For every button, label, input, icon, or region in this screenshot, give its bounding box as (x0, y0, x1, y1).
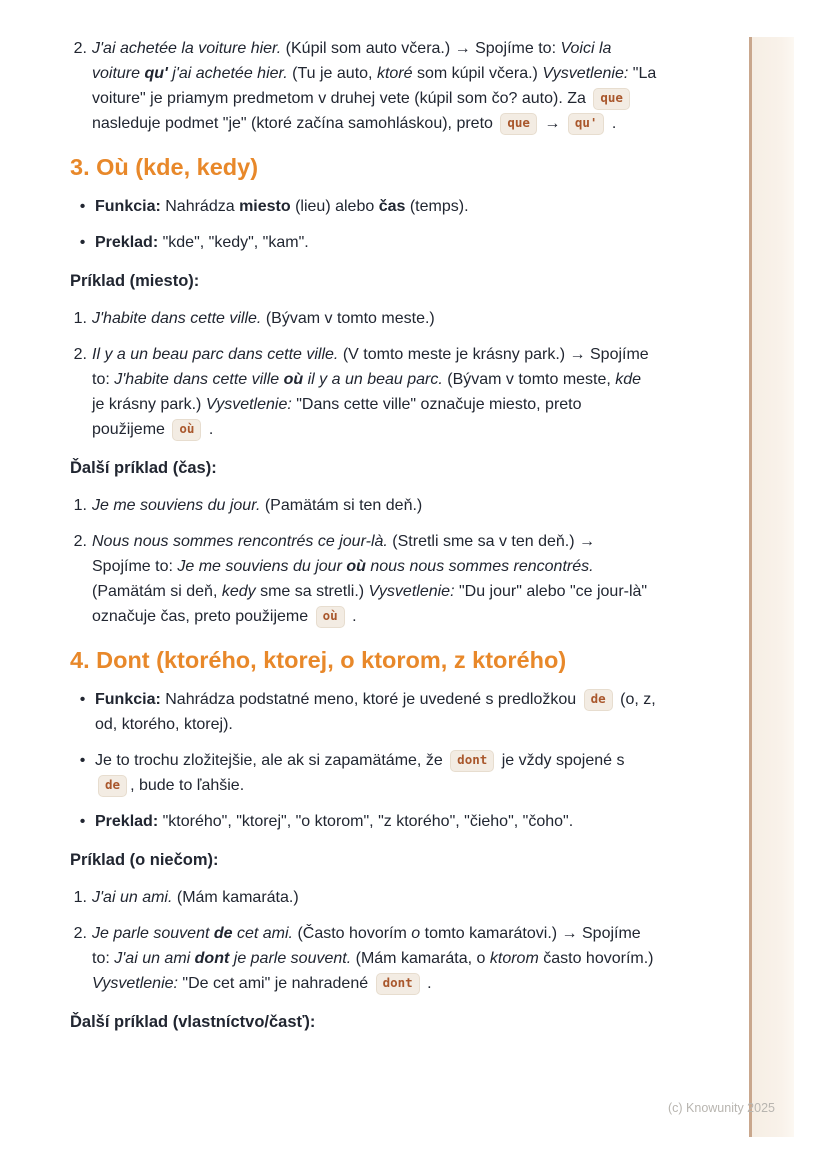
list-item (70, 36, 657, 136)
document-content (70, 36, 657, 1047)
list-number: 1. (73, 889, 87, 906)
code-chip: dont (450, 750, 494, 772)
example-list-o-niecom (70, 885, 657, 996)
example-heading-vlastnictvo: Ďalší príklad (vlastníctvo/časť): (70, 1013, 316, 1031)
list-number: 2. (73, 40, 87, 57)
footer-copyright: (c) Knowunity 2025 (667, 1101, 775, 1115)
bullet-icon (70, 809, 95, 834)
code-chip: de (98, 775, 127, 797)
list-item (70, 529, 657, 629)
example-list-miesto (70, 306, 657, 442)
bullet-icon (70, 194, 95, 219)
example-heading-cas: Ďalší príklad (čas): (70, 459, 217, 477)
list-item-text: J'ai achetée la voiture hier. (Kúpil som auto včera.) → Spojíme to: Voici la voiture qu' j'ai achetée hier. (Tu je auto, ktoré som kúpil včera.) Vysvetlenie: "La voiture" je priamym predmetom v druhej vete (kúpil som čo? auto). Za que nasleduje podmet "je" (ktoré začína samohláskou), preto que → qu' . (92, 36, 657, 136)
list-number: 1. (73, 497, 87, 514)
code-chip: où (172, 419, 201, 441)
code-chip: de (584, 689, 613, 711)
list-item-text: Je parle souvent de cet ami. (Často hovorím o tomto kamarátovi.) → Spojíme to: J'ai un ami dont je parle souvent. (Mám kamaráta, o ktorom často hovorím.) Vysvetlenie: "De cet ami" je nahradené dont . (92, 921, 657, 996)
list-number: 2. (73, 925, 87, 942)
list-item-text: Preklad: "ktorého", "ktorej", "o ktorom", "z ktorého", "čieho", "čoho". (95, 813, 574, 830)
bullet-icon (70, 748, 95, 798)
code-chip: où (316, 606, 345, 628)
list-item (70, 809, 657, 834)
list-item (70, 921, 657, 996)
code-chip: que (593, 88, 630, 110)
list-item (70, 748, 657, 798)
list-item-text: Preklad: "kde", "kedy", "kam". (95, 234, 309, 251)
list-item-text: Je to trochu zložitejšie, ale ak si zapamätáme, že dont je vždy spojené s de , bude to ľahšie. (95, 748, 657, 798)
section-4-bullets (70, 687, 657, 834)
example-heading-o-niecom: Príklad (o niečom): (70, 851, 219, 869)
code-chip: que (500, 113, 537, 135)
code-chip: qu' (568, 113, 605, 135)
list-item (70, 687, 657, 737)
section-4-heading: 4. Dont (ktorého, ktorej, o ktorom, z ktorého) (70, 647, 567, 673)
list-item (70, 342, 657, 442)
list-number: 2. (73, 533, 87, 550)
section-3-heading: 3. Où (kde, kedy) (70, 154, 259, 180)
list-item-text: Funkcia: Nahrádza podstatné meno, ktoré je uvedené s predložkou de (o, z, od, ktorého, ktorej). (95, 691, 656, 733)
page-edge-stripe (749, 37, 794, 1137)
list-number: 2. (73, 346, 87, 363)
list-item (70, 493, 657, 518)
code-chip: dont (376, 973, 420, 995)
list-item-text: Funkcia: Nahrádza miesto (lieu) alebo čas (temps). (95, 198, 469, 215)
bullet-icon (70, 230, 95, 255)
example-list-cas (70, 493, 657, 629)
example-heading-miesto: Príklad (miesto): (70, 272, 200, 290)
list-number: 1. (73, 310, 87, 327)
intro-numbered-list (70, 36, 657, 136)
list-item-text: Nous nous sommes rencontrés ce jour-là. (Stretli sme sa v ten deň.) → Spojíme to: Je me souviens du jour où nous nous sommes rencontrés. (Pamätám si deň, kedy sme sa stretli.) Vysvetlenie: "Du jour" alebo "ce jour-là" označuje čas, preto použijeme où . (92, 529, 657, 629)
list-item-text: J'ai un ami. (Mám kamaráta.) (92, 889, 299, 906)
section-3-bullets (70, 194, 657, 255)
list-item-text: Il y a un beau parc dans cette ville. (V tomto meste je krásny park.) → Spojíme to: J'habite dans cette ville où il y a un beau parc. (Bývam v tomto meste, kde je krásny park.) Vysvetlenie: "Dans cette ville" označuje miesto, preto použijeme où . (92, 342, 657, 442)
list-item-text: Je me souviens du jour. (Pamätám si ten deň.) (92, 497, 423, 514)
list-item (70, 306, 657, 331)
list-item (70, 230, 657, 255)
list-item (70, 194, 657, 219)
list-item-text: J'habite dans cette ville. (Bývam v tomto meste.) (92, 310, 435, 327)
list-item (70, 885, 657, 910)
bullet-icon (70, 687, 95, 737)
